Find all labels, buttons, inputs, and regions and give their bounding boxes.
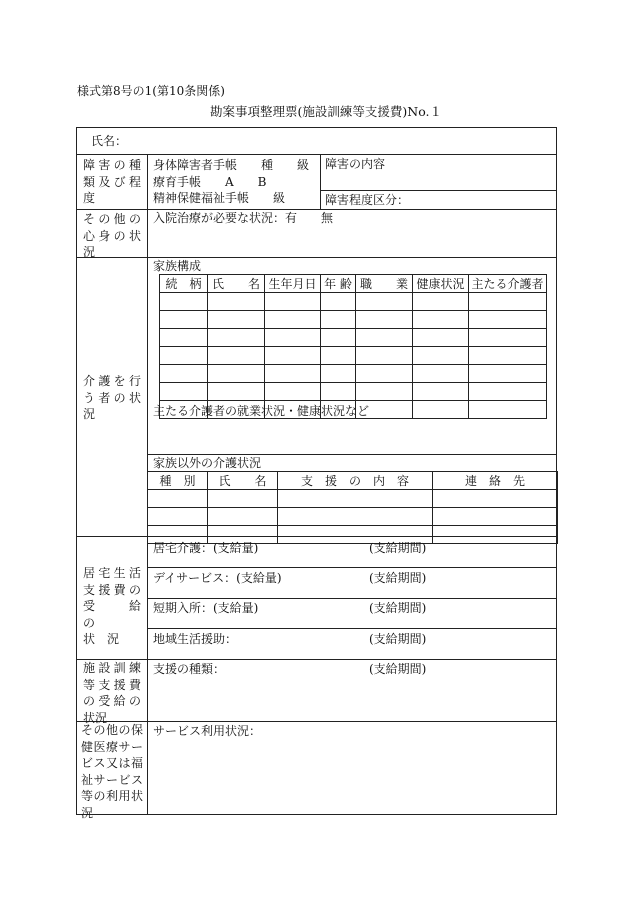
- family-cell[interactable]: [413, 329, 469, 347]
- family-header-cell: 氏 名: [208, 275, 265, 293]
- family-cell[interactable]: [356, 311, 413, 329]
- non-family-header-cell: 種 別: [148, 472, 208, 490]
- non-family-cell[interactable]: [208, 508, 278, 526]
- family-cell[interactable]: [321, 311, 356, 329]
- family-cell[interactable]: [469, 329, 547, 347]
- family-cell[interactable]: [356, 347, 413, 365]
- non-family-header-cell: 氏 名: [208, 472, 278, 490]
- non-family-care-table: [147, 471, 558, 544]
- family-cell[interactable]: [413, 347, 469, 365]
- family-cell[interactable]: [469, 365, 547, 383]
- form-sheet: [76, 127, 557, 820]
- home-care-amount: 居宅介護：(支給量): [153, 541, 259, 555]
- family-cell[interactable]: [356, 293, 413, 311]
- non-family-cell[interactable]: [433, 490, 558, 508]
- family-cell[interactable]: [321, 383, 356, 401]
- family-row: [160, 329, 547, 347]
- family-cell[interactable]: [413, 365, 469, 383]
- facility-training-support-label: 施設訓練 等支援費 の受給の 状況: [83, 661, 141, 725]
- main-caregiver-status-text: 主たる介護者の就業状況・健康状況など: [153, 404, 370, 418]
- support-type: 支援の種類：: [153, 662, 226, 676]
- non-family-header-cell: 連 絡 先: [433, 472, 558, 490]
- community-living-support: 地域生活援助：: [153, 632, 238, 646]
- rehabilitation-certificate: 療育手帳 A B: [153, 175, 267, 189]
- family-cell[interactable]: [413, 401, 469, 419]
- family-cell[interactable]: [208, 365, 265, 383]
- family-cell[interactable]: [208, 311, 265, 329]
- non-family-cell[interactable]: [208, 490, 278, 508]
- family-row: [160, 347, 547, 365]
- family-row: [160, 311, 547, 329]
- family-header-cell: 主たる介護者: [469, 275, 547, 293]
- family-cell[interactable]: [160, 329, 208, 347]
- short-stay-period: (支給期間): [369, 601, 427, 615]
- family-cell[interactable]: [265, 383, 321, 401]
- disability-degree-label: 障害程度区分：: [325, 193, 410, 207]
- family-cell[interactable]: [321, 347, 356, 365]
- disability-content-label: 障害の内容: [325, 157, 386, 171]
- family-header-cell: 生年月日: [265, 275, 321, 293]
- family-cell[interactable]: [469, 293, 547, 311]
- disability-type-label: 障害の種 類及び程 度: [83, 158, 141, 205]
- non-family-care-title: 家族以外の介護状況: [153, 456, 262, 470]
- family-cell[interactable]: [321, 329, 356, 347]
- facility-support-period: (支給期間): [369, 662, 427, 676]
- family-cell[interactable]: [469, 383, 547, 401]
- community-living-period: (支給期間): [369, 632, 427, 646]
- mind-body-status-label: その他の 心身の状 況: [83, 212, 141, 259]
- family-composition-title: 家族構成: [153, 259, 202, 273]
- name-label: 氏名：: [91, 134, 128, 148]
- family-header-cell: 職 業: [356, 275, 413, 293]
- home-care-period: (支給期間): [369, 541, 427, 555]
- short-stay-amount: 短期入所：(支給量): [153, 601, 259, 615]
- non-family-header-cell: 支 援 の 内 容: [278, 472, 433, 490]
- family-cell[interactable]: [413, 383, 469, 401]
- day-service-amount: デイサービス：(支給量): [153, 571, 282, 585]
- family-cell[interactable]: [356, 383, 413, 401]
- family-composition-table: [159, 274, 547, 419]
- other-services-label: その他の保 健医療サー ビス又は福 祉サービス 等の利用状 況: [81, 723, 143, 820]
- family-header-cell: 続 柄: [160, 275, 208, 293]
- family-cell[interactable]: [208, 347, 265, 365]
- family-cell[interactable]: [160, 365, 208, 383]
- non-family-row: [148, 490, 558, 508]
- family-cell[interactable]: [208, 293, 265, 311]
- family-cell[interactable]: [265, 311, 321, 329]
- family-row: [160, 383, 547, 401]
- family-cell[interactable]: [356, 329, 413, 347]
- physical-disability-certificate: 身体障害者手帳 種 級: [153, 158, 310, 172]
- non-family-cell[interactable]: [278, 508, 433, 526]
- family-row: [160, 293, 547, 311]
- non-family-cell[interactable]: [148, 508, 208, 526]
- form-number-label: 様式第8号の1(第10条関係): [77, 84, 225, 98]
- family-cell[interactable]: [160, 311, 208, 329]
- family-cell[interactable]: [265, 365, 321, 383]
- family-header-cell: 健康状況: [413, 275, 469, 293]
- family-cell[interactable]: [321, 293, 356, 311]
- document-title: 勘案事項整理票(施設訓練等支援費)No.１: [210, 104, 442, 119]
- non-family-cell[interactable]: [433, 508, 558, 526]
- mental-health-certificate: 精神保健福祉手帳 級: [153, 191, 286, 205]
- hospitalization-status: 入院治療が必要な状況：有 無: [153, 211, 334, 225]
- non-family-row: [148, 508, 558, 526]
- family-cell[interactable]: [208, 329, 265, 347]
- family-row: [160, 365, 547, 383]
- family-cell[interactable]: [469, 311, 547, 329]
- family-cell[interactable]: [208, 383, 265, 401]
- family-cell[interactable]: [265, 347, 321, 365]
- non-family-cell[interactable]: [278, 490, 433, 508]
- family-cell[interactable]: [160, 383, 208, 401]
- family-cell[interactable]: [160, 293, 208, 311]
- family-cell[interactable]: [356, 365, 413, 383]
- family-cell[interactable]: [321, 365, 356, 383]
- caregiver-status-label: 介護を行 う者の状 況: [83, 374, 141, 421]
- family-header-cell: 年 齢: [321, 275, 356, 293]
- non-family-cell[interactable]: [148, 490, 208, 508]
- family-cell[interactable]: [469, 401, 547, 419]
- family-cell[interactable]: [265, 329, 321, 347]
- family-cell[interactable]: [413, 293, 469, 311]
- family-cell[interactable]: [413, 311, 469, 329]
- day-service-period: (支給期間): [369, 571, 427, 585]
- family-cell[interactable]: [160, 347, 208, 365]
- family-cell[interactable]: [265, 293, 321, 311]
- non-family-cell[interactable]: [433, 526, 558, 544]
- service-usage-status: サービス利用状況：: [153, 724, 262, 738]
- home-living-support-label: 居宅生活 支援費の 受 給 の 状 況: [83, 566, 154, 646]
- family-cell[interactable]: [469, 347, 547, 365]
